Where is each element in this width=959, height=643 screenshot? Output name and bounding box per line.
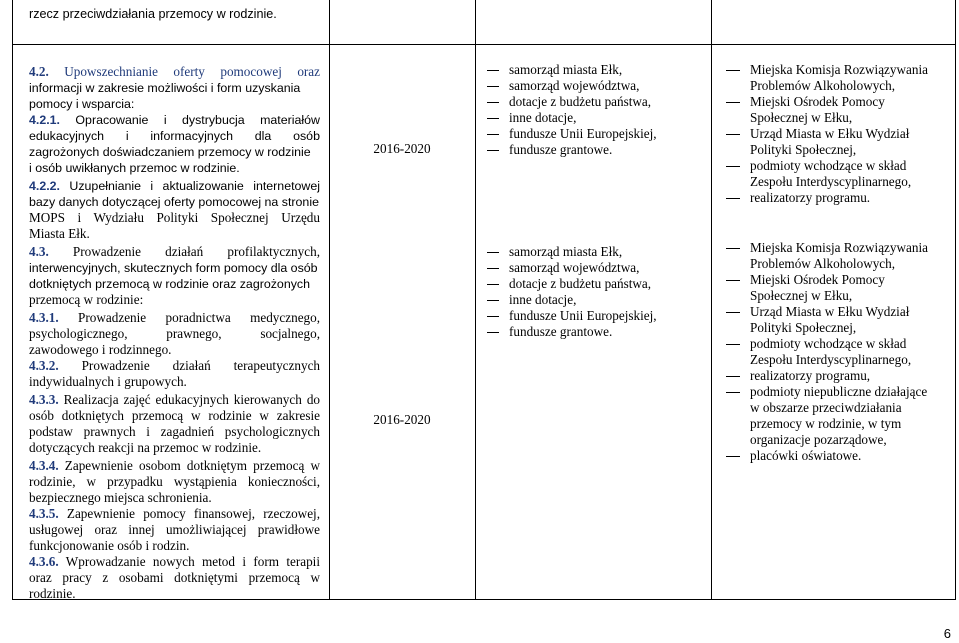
list-item-label: samorząd województwa, — [509, 260, 640, 275]
dash-bullet-icon — [726, 134, 740, 135]
text-line: 4.3.1. Prowadzenie poradnictwa medycznego, — [29, 310, 321, 325]
list-item-label: fundusze Unii Europejskiej, — [509, 308, 657, 323]
text-line: dotyczących reakcji na przemoc w rodzinie. — [29, 440, 262, 455]
dash-bullet-icon — [487, 252, 499, 253]
text-line: dotkniętych przemocą w rodzinie oraz zagrożonych — [29, 277, 310, 291]
dash-bullet-icon — [726, 248, 740, 249]
list-item-label: Miejska Komisja Rozwiązywania — [750, 240, 928, 255]
text-line: interwencyjnych, skutecznych form pomocy dla osób — [29, 261, 318, 275]
list-item-label: dotacje z budżetu państwa, — [509, 276, 652, 291]
dash-bullet-icon — [487, 70, 499, 71]
dash-bullet-icon — [487, 284, 499, 285]
list-item-label: w obszarze przeciwdziałania — [750, 400, 902, 415]
list-item-label: Zespołu Interdyscyplinarnego, — [750, 352, 912, 367]
list-item-label: inne dotacje, — [509, 110, 577, 125]
text-line: rodzinie, w przypadku wystąpienia konieczności, — [29, 474, 320, 489]
dash-bullet-icon — [487, 316, 499, 317]
table-border-right — [955, 0, 956, 600]
dash-bullet-icon — [487, 268, 499, 269]
text-line: bazy danych dotyczącej oferty pomocowej na stronie — [29, 195, 319, 209]
dash-bullet-icon — [726, 166, 740, 167]
partners-list — [722, 240, 952, 470]
text-line: zagrożonych doświadczaniem przemocy w rodzinie — [29, 145, 311, 159]
text-line: 4.3.5. Zapewnienie pomocy finansowej, rzeczowej, — [29, 506, 321, 521]
dash-bullet-icon — [726, 392, 740, 393]
dash-bullet-icon — [487, 332, 499, 333]
list-item-label: Społecznej w Ełku, — [750, 110, 853, 125]
text-line: psychologicznego, prawnego, socjalnego, — [29, 326, 321, 341]
page-number: 6 — [943, 626, 951, 641]
text-line: funkcjonowanie osób i rodzin. — [29, 538, 190, 553]
text-line: usługowej oraz innej umożliwiającej prawidłowe — [29, 522, 320, 537]
funding-sources-list — [485, 62, 705, 162]
column-divider-2 — [475, 0, 476, 600]
list-item-label: samorząd miasta Ełk, — [509, 244, 623, 259]
dash-bullet-icon — [487, 134, 499, 135]
period-cell: 2016-2020 — [373, 141, 431, 156]
list-item-label: inne dotacje, — [509, 292, 577, 307]
dash-bullet-icon — [726, 198, 740, 199]
text-line: oraz pracy z osobami dotkniętymi przemocą w — [29, 570, 321, 585]
text-line: rodzinie. — [29, 586, 76, 601]
dash-bullet-icon — [487, 86, 499, 87]
text-line: i osób uwikłanych przemoc w rodzinie. — [29, 161, 240, 175]
text-line: 4.3.6. Wprowadzanie nowych metod i form terapii — [29, 554, 320, 569]
text-line: 4.2.1. Opracowanie i dystrybucja materiałów — [29, 113, 321, 127]
funding-sources-list — [485, 244, 705, 344]
list-item-label: organizacje pozarządowe, — [750, 432, 887, 447]
list-item-label: Polityki Społecznej, — [750, 320, 857, 335]
text-line: przemocą w rodzinie: — [29, 292, 144, 307]
dash-bullet-icon — [726, 456, 740, 457]
list-item-label: podmioty niepubliczne działające — [750, 384, 928, 399]
continued-text: rzecz przeciwdziałania przemocy w rodzinie. — [29, 7, 277, 21]
dash-bullet-icon — [726, 312, 740, 313]
list-item-label: fundusze grantowe. — [509, 142, 613, 157]
dash-bullet-icon — [726, 376, 740, 377]
list-item-label: placówki oświatowe. — [750, 448, 862, 463]
list-item-label: podmioty wchodzące w skład — [750, 158, 907, 173]
column-divider-3 — [711, 0, 712, 600]
text-line: bezpiecznego miejsca schronienia. — [29, 490, 212, 505]
text-line: 4.3.4. Zapewnienie osobom dotkniętym przemocą w — [29, 458, 320, 473]
period-cell: 2016-2020 — [373, 412, 431, 427]
list-item-label: realizatorzy programu. — [750, 190, 871, 205]
dash-bullet-icon — [726, 70, 740, 71]
list-item-label: przemocy w rodzinie, w tym — [750, 416, 902, 431]
list-item-label: Miejska Komisja Rozwiązywania — [750, 62, 928, 77]
text-line: podstaw prawnych i zagadnień psychologicznych — [29, 424, 320, 439]
dash-bullet-icon — [487, 118, 499, 119]
text-line: 4.2. Upowszechnianie oferty pomocowej oraz — [29, 64, 321, 79]
dash-bullet-icon — [726, 102, 740, 103]
list-item-label: fundusze grantowe. — [509, 324, 613, 339]
list-item-label: Polityki Społecznej, — [750, 142, 857, 157]
list-item-label: Zespołu Interdyscyplinarnego, — [750, 174, 912, 189]
dash-bullet-icon — [726, 344, 740, 345]
list-item-label: samorząd miasta Ełk, — [509, 62, 623, 77]
list-item-label: Urząd Miasta w Ełku Wydział — [750, 126, 910, 141]
dash-bullet-icon — [487, 102, 499, 103]
list-item-label: Problemów Alkoholowych, — [750, 78, 896, 93]
dash-bullet-icon — [726, 280, 740, 281]
text-line: 4.3. Prowadzenie działań profilaktycznych, — [29, 244, 320, 259]
table-border-left — [12, 0, 13, 600]
text-line: Miasta Ełk. — [29, 226, 90, 241]
list-item-label: Miejski Ośrodek Pomocy — [750, 272, 885, 287]
text-line: pomocy i wsparcia: — [29, 97, 135, 111]
dash-bullet-icon — [487, 300, 499, 301]
list-item-label: Miejski Ośrodek Pomocy — [750, 94, 885, 109]
list-item-label: Urząd Miasta w Ełku Wydział — [750, 304, 910, 319]
dash-bullet-icon — [487, 150, 499, 151]
column-divider-1 — [329, 0, 330, 600]
row-divider-top — [12, 44, 956, 45]
partners-list — [722, 62, 952, 212]
text-line: informacji w zakresie możliwości i form uzyskania — [29, 81, 301, 95]
list-item-label: Problemów Alkoholowych, — [750, 256, 896, 271]
text-line: MOPS i Wydziału Polityki Społecznej Urzędu — [29, 210, 320, 225]
text-line: edukacyjnych i informacyjnych dla osób — [29, 129, 320, 143]
text-line: zawodowego i rodzinnego. — [29, 342, 172, 357]
list-item-label: samorząd województwa, — [509, 78, 640, 93]
list-item-label: podmioty wchodzące w skład — [750, 336, 907, 351]
text-line: 4.3.2. Prowadzenie działań terapeutycznych — [29, 358, 321, 373]
list-item-label: dotacje z budżetu państwa, — [509, 94, 652, 109]
text-line: 4.3.3. Realizacja zajęć edukacyjnych kierowanych do — [29, 392, 321, 407]
list-item-label: fundusze Unii Europejskiej, — [509, 126, 657, 141]
text-line: 4.2.2. Uzupełnianie i aktualizowanie internetowej — [29, 179, 321, 193]
list-item-label: Społecznej w Ełku, — [750, 288, 853, 303]
text-line: indywidualnych i grupowych. — [29, 374, 187, 389]
list-item-label: realizatorzy programu, — [750, 368, 871, 383]
text-line: osób dotkniętych przemocą w rodzinie w zakresie — [29, 408, 320, 423]
